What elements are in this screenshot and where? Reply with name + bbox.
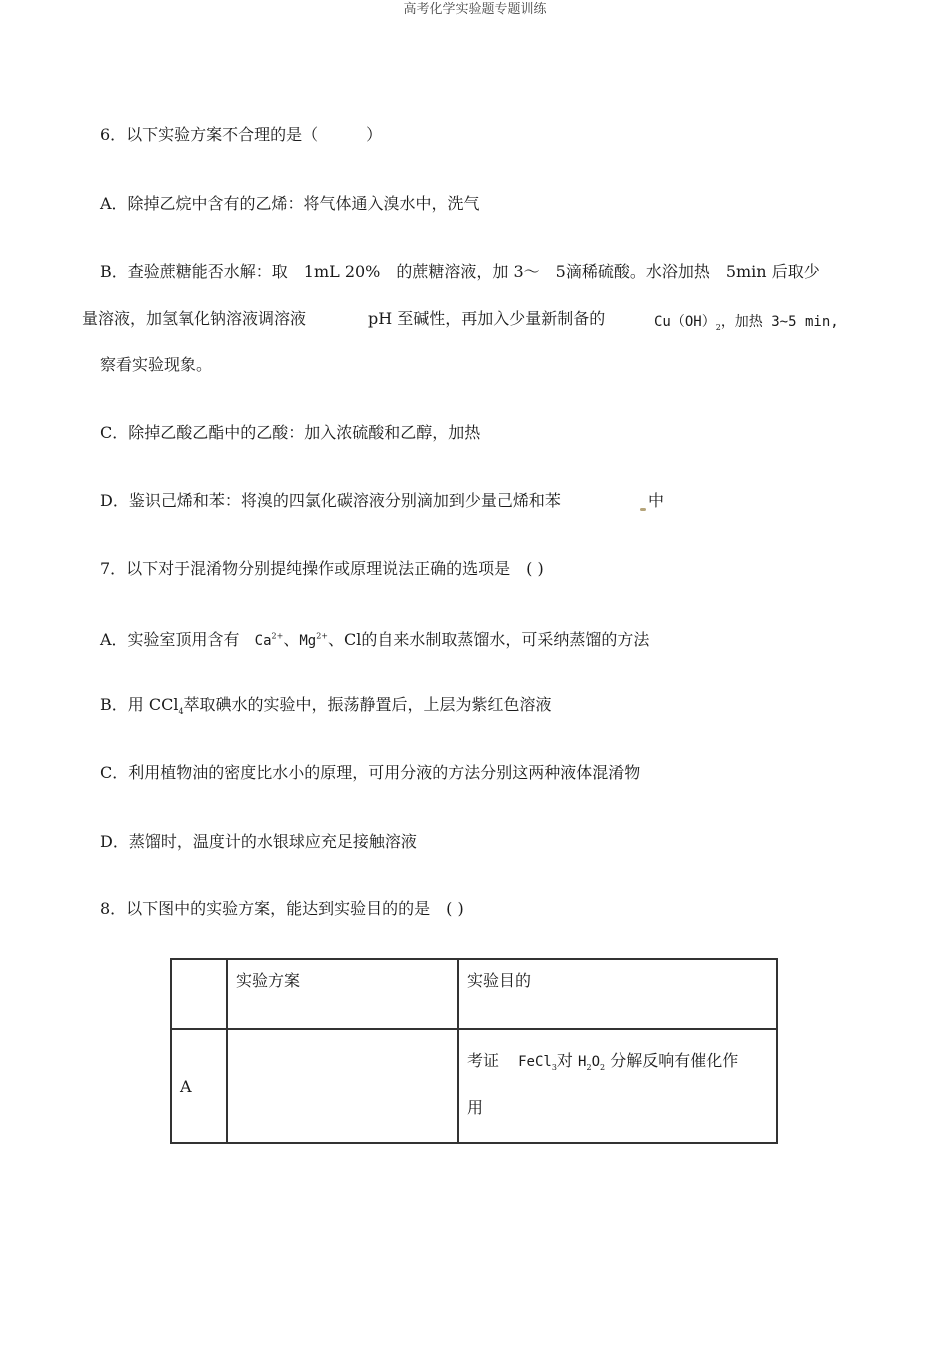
q6-option-a: A．除掉乙烷中含有的乙烯：将气体通入溴水中，洗气 — [100, 194, 480, 213]
goal-prefix: 考证 — [467, 1051, 500, 1070]
q6-stem: 6．以下实验方案不合理的是（ ） — [100, 125, 383, 144]
q7-option-c: C．利用植物油的密度比水小的原理，可用分液的方法分别这两种液体混淆物 — [100, 763, 641, 782]
stray-mark — [640, 508, 646, 511]
h2o2-o: O — [591, 1054, 600, 1070]
mg-charge: 2+ — [316, 631, 328, 641]
page-header: 高考化学实验题专题训练 — [403, 2, 547, 17]
q7-a-suffix: 的自来水制取蒸馏水，可采纳蒸馏的方法 — [361, 630, 650, 649]
ca-ion: Ca — [254, 633, 272, 649]
q6-option-b-line1: B．查验蔗糖能否水解：取 1mL 20% 的蔗糖溶液，加 3～ 5滴稀硫酸。水浴加热 5min 后取少 — [100, 262, 820, 281]
table-row — [171, 1029, 777, 1143]
cu-oh-subscript: 2 — [715, 323, 721, 333]
q7-sep1: 、 — [283, 630, 300, 649]
ca-charge: 2+ — [271, 631, 284, 641]
header-plan-cell: 实验方案 — [227, 959, 458, 1029]
q6-option-b-line3: 察看实验现象。 — [100, 355, 213, 374]
q7-option-a — [100, 630, 649, 651]
q8-stem: 8．以下图中的实验方案，能达到实验目的的是 ( ) — [100, 899, 464, 918]
q7-option-d: D．蒸馏时，温度计的水银球应充足接触溶液 — [100, 832, 417, 851]
q6-option-d: D．鉴识己烯和苯：将溴的四氯化碳溶液分别滴加到少量己烯和苯 — [100, 491, 561, 510]
h2o2-h: H — [578, 1054, 587, 1070]
experiment-table — [170, 958, 778, 1144]
q6-option-b-cu-oh — [654, 311, 839, 332]
h2o2-o-subscript: 2 — [600, 1063, 606, 1073]
fecl3-formula: FeCl — [518, 1054, 552, 1070]
q6-option-d-tail: 中 — [648, 491, 665, 510]
ccl4-subscript: 4 — [178, 707, 184, 717]
goal-suffix: 分解反响有催化作 — [610, 1051, 739, 1070]
q7-stem: 7．以下对于混淆物分别提纯操作或原理说法正确的选项是 ( ) — [100, 559, 544, 578]
goal-line2: 用 — [467, 1098, 484, 1117]
table-header-row — [171, 959, 777, 1029]
q7-sep2: 、Cl — [327, 630, 362, 649]
cu-oh-heating: ，加热 3~5 min, — [720, 314, 839, 330]
goal-cell — [458, 1029, 777, 1143]
q6-option-c: C．除掉乙酸乙酯中的乙酸：加入浓硫酸和乙醇，加热 — [100, 423, 481, 442]
mg-ion: Mg — [299, 633, 317, 649]
q7-a-prefix: A．实验室顶用含有 — [100, 630, 240, 649]
plan-image-cell — [227, 1029, 458, 1143]
q7-b-prefix: B．用 CCl — [100, 695, 179, 714]
goal-mid: 对 — [556, 1051, 573, 1070]
cu-oh-text: Cu（OH） — [654, 314, 716, 330]
q6-option-b-line2b: pH 至碱性，再加入少量新制备的 — [368, 309, 606, 328]
q7-option-b — [100, 695, 552, 715]
h2o2-h-subscript: 2 — [586, 1063, 592, 1073]
fecl3-subscript: 3 — [551, 1063, 557, 1073]
header-blank-cell — [171, 959, 227, 1029]
row-label-cell: A — [171, 1029, 227, 1143]
q6-option-b-line2a: 量溶液，加氢氧化钠溶液调溶液 — [82, 309, 307, 328]
header-goal-cell: 实验目的 — [458, 959, 777, 1029]
q7-b-suffix: 萃取碘水的实验中，振荡静置后，上层为紫红色溶液 — [183, 695, 552, 714]
